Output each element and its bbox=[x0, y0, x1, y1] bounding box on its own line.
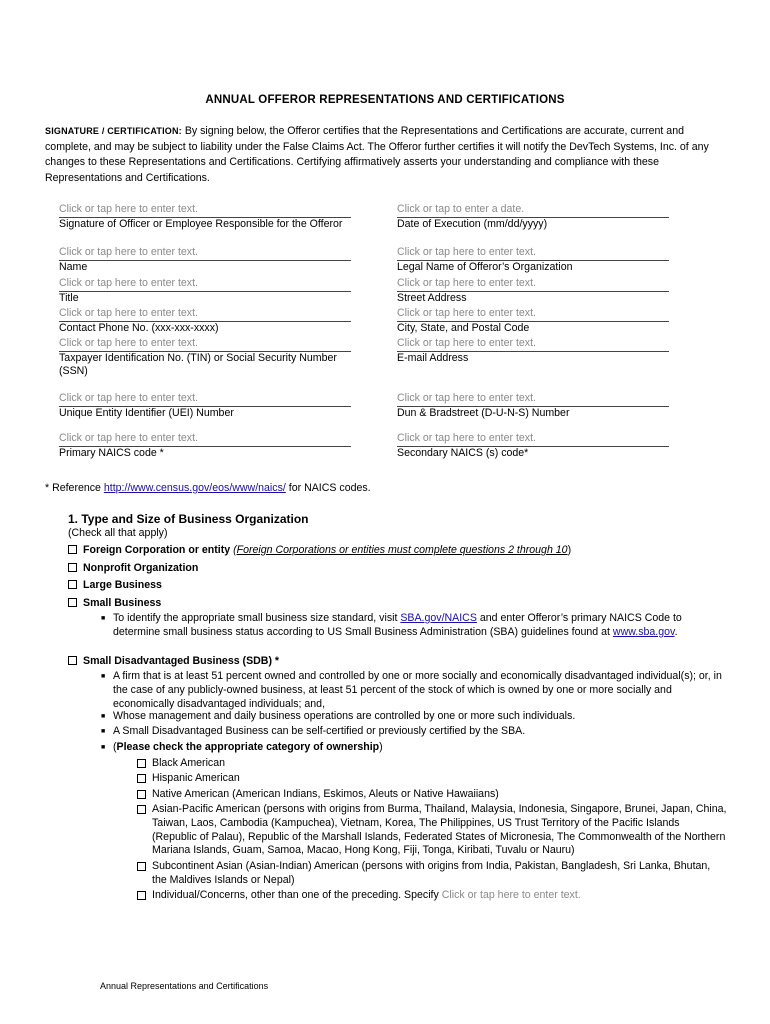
reference-suffix: for NAICS codes. bbox=[285, 482, 371, 494]
sdb-bullet-2-text: Whose management and daily business operations are controlled by one or more such individuals. bbox=[113, 710, 576, 722]
date-field bbox=[397, 203, 669, 231]
sdb-bullet-2 bbox=[101, 710, 726, 724]
naics2-input[interactable]: Click or tap here to enter text. bbox=[397, 432, 536, 444]
tin-label: Taxpayer Identification No. (TIN) or Social Security Number (SSN) bbox=[59, 351, 337, 377]
small-business-checkbox[interactable] bbox=[68, 598, 77, 607]
ownership-other-text bbox=[137, 889, 727, 903]
duns-label: Dun & Bradstreet (D-U-N-S) Number bbox=[397, 406, 570, 419]
ownership-asian-pacific-american[interactable] bbox=[137, 803, 727, 858]
email-field bbox=[397, 337, 669, 365]
certification-paragraph bbox=[45, 124, 727, 186]
ownership-label: Black American bbox=[152, 757, 226, 769]
naics-reference-link[interactable]: http://www.census.gov/eos/www/naics/ bbox=[103, 482, 286, 494]
ownership-label: Individual/Concerns, other than one of the preceding. Specify bbox=[152, 889, 442, 901]
date-label: Date of Execution (mm/dd/yyyy) bbox=[397, 217, 548, 230]
foreign-corporation-option[interactable] bbox=[68, 543, 571, 557]
ownership-checkbox[interactable] bbox=[137, 790, 146, 799]
sdb-bullet-1-text: A firm that is at least 51 percent owned and controlled by one or more socially and economically disadvantaged individual(s); or, in the case of any publicly-owned business, at least 51 percent of the stock of which is owned by one or more socially and economically disadvantaged individuals; and, bbox=[113, 670, 722, 710]
sba-naics-link[interactable]: SBA.gov/NAICS bbox=[400, 612, 477, 624]
bullet-icon: ■ bbox=[101, 615, 106, 622]
street-input[interactable]: Click or tap here to enter text. bbox=[397, 277, 536, 289]
sdb-bullet-3 bbox=[101, 725, 726, 739]
street-label: Street Address bbox=[397, 291, 467, 304]
city-field bbox=[397, 307, 669, 335]
foreign-checkbox[interactable] bbox=[68, 545, 77, 554]
street-field bbox=[397, 277, 669, 305]
city-input[interactable]: Click or tap here to enter text. bbox=[397, 307, 536, 319]
page-footer: Annual Representations and Certifications bbox=[100, 981, 269, 991]
uei-label: Unique Entity Identifier (UEI) Number bbox=[59, 406, 234, 419]
sdb-bullet-4 bbox=[101, 741, 726, 755]
ownership-subcontinent-asian-american[interactable] bbox=[137, 860, 727, 888]
foreign-note: (Foreign Corporations or entities must complete questions 2 through 10 bbox=[233, 544, 568, 556]
duns-field bbox=[397, 392, 669, 420]
large-business-checkbox[interactable] bbox=[68, 580, 77, 589]
uei-field bbox=[59, 392, 351, 420]
naics2-field bbox=[397, 432, 669, 460]
ownership-label: Subcontinent Asian (Asian-Indian) American (persons with origins from India, Pakistan, Bangladesh, Sri Lanka, Bhutan, the Maldives Islands or Nepal) bbox=[152, 860, 711, 886]
naics1-field bbox=[59, 432, 351, 460]
naics-reference bbox=[45, 482, 371, 494]
phone-field bbox=[59, 307, 351, 335]
ownership-black-american[interactable] bbox=[137, 757, 727, 771]
large-business-option[interactable] bbox=[68, 578, 162, 592]
certification-heading: SIGNATURE / CERTIFICATION: bbox=[45, 126, 182, 136]
section-1-title: 1. Type and Size of Business Organization bbox=[68, 512, 309, 526]
city-label: City, State, and Postal Code bbox=[397, 321, 530, 334]
legal-name-input[interactable]: Click or tap here to enter text. bbox=[397, 246, 536, 258]
section-1-subtitle: (Check all that apply) bbox=[68, 527, 168, 539]
ownership-checkbox[interactable] bbox=[137, 891, 146, 900]
tin-input[interactable]: Click or tap here to enter text. bbox=[59, 337, 198, 349]
ownership-checkbox[interactable] bbox=[137, 862, 146, 871]
signature-input[interactable]: Click or tap here to enter text. bbox=[59, 203, 198, 215]
bullet-icon: ■ bbox=[101, 744, 106, 751]
sdb-option[interactable] bbox=[68, 654, 279, 668]
naics1-input[interactable]: Click or tap here to enter text. bbox=[59, 432, 198, 444]
ownership-checkbox[interactable] bbox=[137, 805, 146, 814]
sba-gov-link[interactable]: www.sba.gov bbox=[612, 625, 675, 638]
phone-input[interactable]: Click or tap here to enter text. bbox=[59, 307, 198, 319]
ownership-checkbox[interactable] bbox=[137, 759, 146, 768]
certification-text: By signing below, the Offeror certifies that the Representations and Certifications are accurate, current and complete, and may be subject to liability under the False Claims Act. The Offeror further certifies it will notify the DevTech Systems, Inc. of any changes to these Representations and Certifications. Certifying affirmatively asserts your understanding and compliance with these Representations and Certifications. bbox=[45, 125, 709, 184]
ownership-native-american[interactable] bbox=[137, 788, 727, 802]
email-label: E-mail Address bbox=[397, 351, 469, 364]
nonprofit-label: Nonprofit Organization bbox=[83, 562, 199, 574]
small-business-option[interactable] bbox=[68, 596, 161, 610]
legal-name-label: Legal Name of Offeror’s Organization bbox=[397, 260, 573, 273]
nonprofit-option[interactable] bbox=[68, 561, 198, 575]
reference-prefix: * Reference bbox=[45, 482, 104, 494]
nonprofit-checkbox[interactable] bbox=[68, 563, 77, 572]
name-field bbox=[59, 246, 351, 274]
bullet-icon: ■ bbox=[101, 673, 106, 680]
foreign-label: Foreign Corporation or entity bbox=[83, 544, 231, 556]
large-business-label: Large Business bbox=[83, 579, 162, 591]
duns-input[interactable]: Click or tap here to enter text. bbox=[397, 392, 536, 404]
ownership-label: Asian-Pacific American (persons with origins from Burma, Thailand, Malaysia, Indonesia, Singapore, Brunei, Japan, China, Taiwan, Laos, Cambodia (Kampuchea), Vietnam, Korea, The Philippines, US Trust Territory of the Pacific Islands (Republic of Palau), Republic of the Marshall Islands, Federated States of Micronesia, The Commonwealth of the Northern Mariana Islands, Guam, Samoa, Macao, Hong Kong, Fiji, Tonga, Kiribati, Tuvalu or Nauru) bbox=[152, 803, 727, 857]
ownership-label: Native American (American Indians, Eskimos, Aleuts or Native Hawaiians) bbox=[152, 788, 499, 800]
ownership-other[interactable] bbox=[137, 889, 727, 903]
sdb-checkbox[interactable] bbox=[68, 656, 77, 665]
title-field bbox=[59, 277, 351, 305]
foreign-note-close: ) bbox=[567, 544, 572, 556]
small-business-bullet-text: To identify the appropriate small business size standard, visit SBA.gov/NAICS and enter Offeror’s primary NAICS Code to determine small business status according to US Small Business Administration (SBA) guidelines found at www.sba.gov. bbox=[113, 612, 682, 638]
naics2-label: Secondary NAICS (s) code* bbox=[397, 446, 529, 459]
title-input[interactable]: Click or tap here to enter text. bbox=[59, 277, 198, 289]
ownership-hispanic-american[interactable] bbox=[137, 772, 727, 786]
document-title: ANNUAL OFFEROR REPRESENTATIONS AND CERTIFICATIONS bbox=[205, 94, 565, 106]
sdb-bullet-1 bbox=[101, 670, 726, 711]
naics1-label: Primary NAICS code * bbox=[59, 446, 164, 459]
bullet-icon: ■ bbox=[101, 713, 106, 720]
small-business-bullet bbox=[101, 612, 726, 640]
legal-name-field bbox=[397, 246, 669, 274]
uei-input[interactable]: Click or tap here to enter text. bbox=[59, 392, 198, 404]
email-input[interactable]: Click or tap here to enter text. bbox=[397, 337, 536, 349]
title-label: Title bbox=[59, 291, 79, 304]
sdb-bullet-4-text: (Please check the appropriate category of ownership) bbox=[113, 741, 383, 753]
small-business-label: Small Business bbox=[83, 597, 162, 609]
name-input[interactable]: Click or tap here to enter text. bbox=[59, 246, 198, 258]
tin-field bbox=[59, 337, 351, 379]
ownership-label: Hispanic American bbox=[152, 772, 240, 784]
signature-label: Signature of Officer or Employee Responsible for the Offeror bbox=[59, 217, 343, 230]
date-input[interactable]: Click or tap to enter a date. bbox=[397, 203, 525, 215]
bullet-icon: ■ bbox=[101, 728, 106, 735]
name-label: Name bbox=[59, 260, 88, 273]
sdb-bullet-3-text: A Small Disadvantaged Business can be self-certified or previously certified by the SBA. bbox=[113, 725, 526, 737]
ownership-checkbox[interactable] bbox=[137, 774, 146, 783]
ownership-specify-input[interactable]: Click or tap here to enter text. bbox=[441, 889, 581, 901]
phone-label: Contact Phone No. (xxx-xxx-xxxx) bbox=[59, 321, 219, 334]
signature-field bbox=[59, 203, 351, 231]
sdb-label: Small Disadvantaged Business (SDB) * bbox=[83, 655, 280, 667]
